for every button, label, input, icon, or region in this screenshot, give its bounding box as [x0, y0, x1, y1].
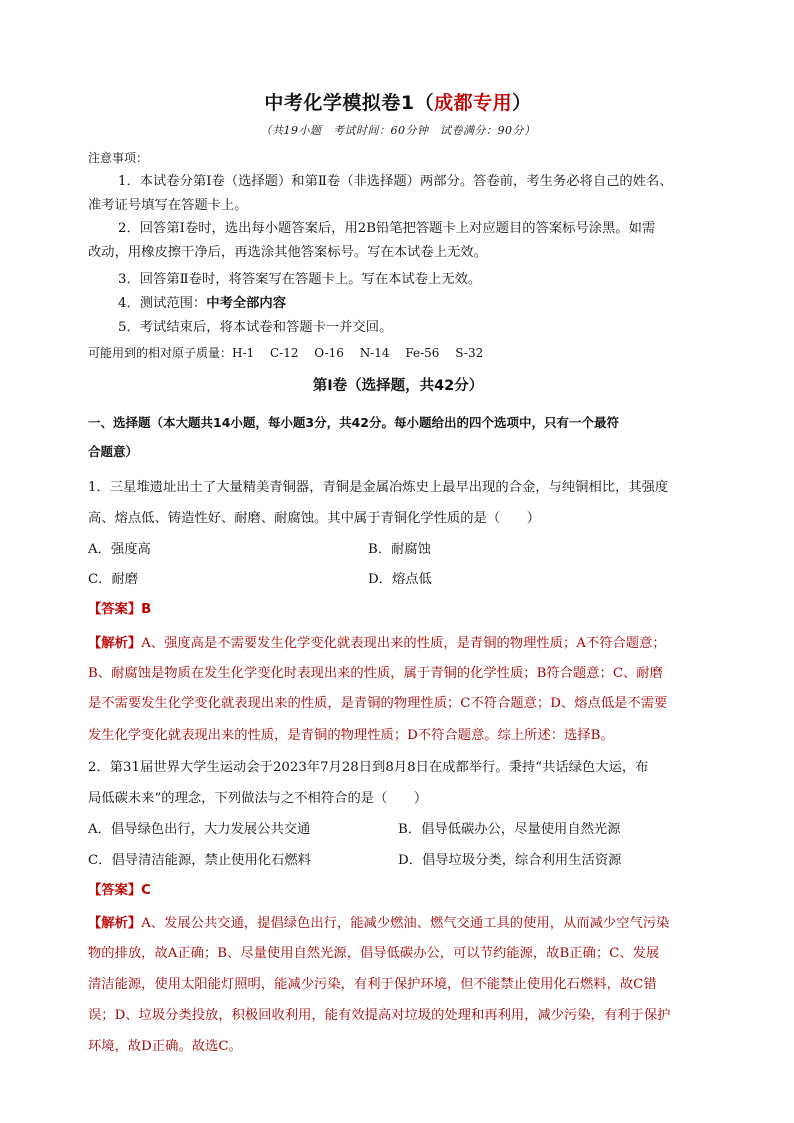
note-item-2: 2．回答第Ⅰ卷时，选出每小题答案后，用2B铅笔把答题卡上对应题目的答案标号涂黑。如需	[118, 221, 656, 236]
q2-option-d: D．倡导垃圾分类，综合利用生活资源	[398, 853, 622, 868]
q1-analysis	[88, 634, 708, 654]
q2-option-a: A．倡导绿色出行，大力发展公共交通	[88, 822, 311, 837]
q1-stem: 1．三星堆遗址出土了大量精美青铜器，青铜是金属冶炼史上最早出现的合金，与纯铜相比，其强度	[88, 480, 669, 495]
q1-answer: 【答案】B	[88, 602, 152, 617]
q2-analysis	[88, 914, 708, 934]
q1-stem-cont: 高、熔点低、铸造性好、耐磨、耐腐蚀。其中属于青铜化学性质的是（ ）	[88, 511, 541, 526]
notes-heading: 注意事项：	[88, 151, 149, 165]
note-item-2-cont: 改动，用橡皮擦干净后，再选涂其他答案标号。写在本试卷上无效。	[88, 245, 487, 260]
page-title	[88, 88, 708, 115]
note-item-5: 5．考试结束后，将本试卷和答题卡一并交回。	[118, 320, 393, 335]
title-end: ）	[512, 92, 532, 114]
q1-option-d: D．熔点低	[368, 572, 432, 587]
title-main: 中考化学模拟卷1（	[264, 92, 435, 114]
q2-option-c: C．倡导清洁能源，禁止使用化石燃料	[88, 853, 311, 868]
note-item-4-scope: 中考全部内容	[206, 296, 287, 311]
section-1-instructions-cont: 合题意）	[88, 444, 139, 459]
q2-answer: 【答案】C	[88, 883, 151, 898]
q2-option-b: B．倡导低碳办公，尽量使用自然光源	[398, 822, 621, 837]
q2-stem: 2．第31届世界大学生运动会于2023年7月28日到8月8日在成都举行。秉持“共话绿色大运，布	[88, 760, 649, 775]
title-red: 成都专用	[434, 92, 513, 114]
atomic-mass-line: 可能用到的相对原子质量：H-1 C-12 O-16 N-14 Fe-56 S-32	[88, 346, 484, 360]
exam-page	[88, 0, 708, 1123]
note-item-3: 3．回答第Ⅱ卷时，将答案写在答题卡上。写在本试卷上无效。	[118, 272, 482, 287]
note-item-1: 1．本试卷分第Ⅰ卷（选择题）和第Ⅱ卷（非选择题）两部分。答卷前，考生务必将自己的姓名、	[118, 174, 673, 189]
q1-option-a: A．强度高	[88, 542, 151, 557]
q2-analysis-line-5: 环境，故D正确。故选C。	[88, 1039, 242, 1054]
note-item-4	[118, 294, 708, 314]
q1-analysis-text: A、强度高是不需要发生化学变化就表现出来的性质，是青铜的物理性质；A不符合题意；	[141, 636, 666, 651]
q2-analysis-label: 【解析】	[88, 916, 142, 931]
q2-analysis-line-4: 误；D、垃圾分类投放，积极回收利用，能有效提高对垃圾的处理和再利用，减少污染，有利于保护	[88, 1008, 671, 1023]
q1-analysis-label: 【解析】	[88, 636, 142, 651]
q1-analysis-line-2: B、耐腐蚀是物质在发生化学变化时表现出来的性质，属于青铜的化学性质；B符合题意；C、耐磨	[88, 666, 663, 681]
note-item-1-cont: 准考证号填写在答题卡上。	[88, 198, 248, 213]
q2-stem-cont: 局低碳未来”的理念，下列做法与之不相符合的是（ ）	[88, 791, 428, 806]
q2-analysis-text: A、发展公共交通，提倡绿色出行，能减少燃油、燃气交通工具的使用，从而减少空气污染	[141, 916, 670, 931]
q1-analysis-line-4: 发生化学变化就表现出来的性质，是青铜的物理性质；D不符合题意。综上所述：选择B。	[88, 728, 614, 743]
note-item-4-prefix: 4．测试范围：	[118, 296, 207, 311]
q2-analysis-line-3: 清洁能源，使用太阳能灯照明，能减少污染，有利于保护环境，但不能禁止使用化石燃料，故C错	[88, 977, 657, 992]
section-1-title: 第Ⅰ卷（选择题，共42分）	[312, 378, 484, 394]
q2-analysis-line-2: 物的排放，故A正确；B、尽量使用自然光源，倡导低碳办公，可以节约能源，故B正确；C、发展	[88, 946, 660, 961]
section-1-instructions: 一、选择题（本大题共14小题，每小题3分，共42分。每小题给出的四个选项中，只有一个最符	[88, 415, 619, 430]
q1-analysis-line-3: 是不需要发生化学变化就表现出来的性质，是青铜的物理性质；C不符合题意；D、熔点低是不需要	[88, 696, 668, 711]
exam-subtitle: （共19小题 考试时间：60分钟 试卷满分：90分）	[260, 124, 536, 137]
q1-option-c: C．耐磨	[88, 572, 139, 587]
q1-option-b: B．耐腐蚀	[368, 542, 431, 557]
